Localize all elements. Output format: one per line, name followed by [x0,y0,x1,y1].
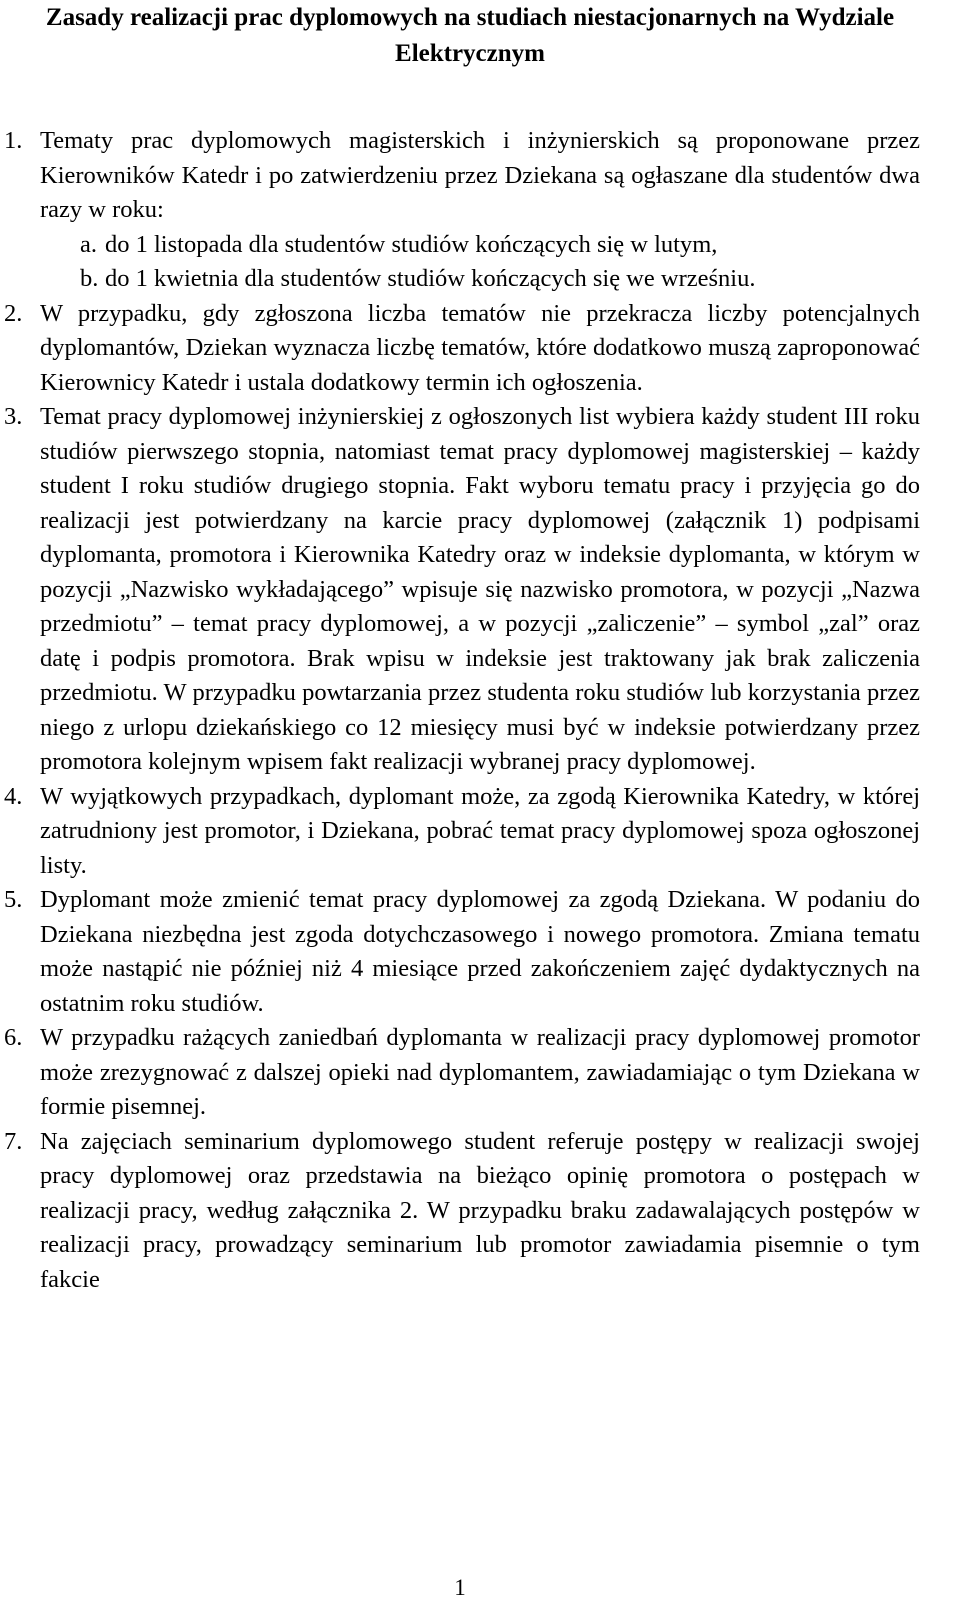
rule-number: 2. [4,299,23,327]
rule-item-6 [0,1021,920,1125]
rule-item-7 [0,1125,920,1298]
page-number: 1 [454,1575,466,1600]
document-title: Zasady realizacji prac dyplomowych na studiach niestacjonarnych na Wydziale Elektrycznym [45,4,895,67]
rule-number: 6. [4,1024,23,1051]
rule-text: W przypadku rażących zaniedbań dyplomanta w realizacji pracy dyplomowej promotor może zrezygnować z dalszej opieki nad dyplomantem, zawiadamiając o tym Dziekana w formie pisemnej. [40,1024,920,1120]
sub-text: do 1 kwietnia dla studentów studiów kończących się we wrześniu. [105,265,756,292]
rule-text: W wyjątkowych przypadkach, dyplomant może, za zgodą Kierownika Katedry, w której zatrudniony jest promotor, i Dziekana, pobrać temat pracy dyplomowej spoza ogłoszonej listy. [40,782,920,879]
rule-text: Dyplomant może zmienić temat pracy dyplomowej za zgodą Dziekana. W podaniu do Dziekana niezbędna jest zgoda dotychczasowego i nowego promotora. Zmiana tematu może nastąpić nie później niż 4 miesiące przed zakończeniem zajęć dydaktycznych na ostatnim roku studiów. [40,886,920,1017]
rule-text: Na zajęciach seminarium dyplomowego student referuje postępy w realizacji swojej pracy dyplomowej oraz przedstawia na bieżąco opinię promotora o postępach w realizacji pracy, według załącznika 2. W przypadku braku zadawalających postępów w realizacji pracy, prowadzący seminarium lub promotor zawiadamia pisemnie o tym fakcie [40,1127,920,1293]
rule-item-5 [0,883,920,1021]
rule-item-1 [0,124,920,297]
rule-number: 7. [4,1127,23,1155]
rule-number: 5. [4,886,23,913]
sub-label: b. [80,265,99,292]
rule-text: Temat pracy dyplomowej inżynierskiej z ogłoszonych list wybiera każdy student III roku studiów pierwszego stopnia, natomiast temat pracy dyplomowej magisterskiej – każdy student I roku studiów drugiego stopnia. Fakt wyboru tematu pracy i przyjęcia go do realizacji jest potwierdzany na karcie pracy dyplomowej (załącznik 1) podpisami dyplomanta, promotora i Kierownika Katedry oraz w indeksie dyplomanta, w którym w pozycji „Nazwisko wykładającego” wpisuje się nazwisko promotora, w pozycji „Nazwa przedmiotu” – temat pracy dyplomowej, a w pozycji „zaliczenie” – symbol „zal” oraz datę i podpis promotora. Brak wpisu w indeksie jest traktowany jak brak zaliczenia przedmiotu. W przypadku powtarzania przez studenta roku studiów lub korzystania przez niego z urlopu dziekańskiego co 12 miesięcy musi być w indeksie potwierdzany przez promotora kolejnym wpisem fakt realizacji wybranej pracy dyplomowej. [40,403,920,775]
rule-item-4 [0,780,920,884]
rule-text: Tematy prac dyplomowych magisterskich i inżynierskich są proponowane przez Kierowników Katedr i po zatwierdzeniu przez Dziekana są ogłaszane dla studentów dwa razy w roku: [40,127,920,223]
sub-item-b [80,262,920,297]
rule-item-2 [0,297,920,401]
sub-text: do 1 listopada dla studentów studiów kończących się w lutym, [105,230,718,258]
rule-text: W przypadku, gdy zgłoszona liczba tematów nie przekracza liczby potencjalnych dyplomantów, Dziekan wyznacza liczbę tematów, które dodatkowo muszą zaproponować Kierownicy Katedr i ustala dodatkowy termin ich ogłoszenia. [40,299,920,396]
sub-item-a [80,228,920,263]
rule-number: 1. [4,127,23,154]
rule-item-3 [0,400,920,780]
sub-list [40,228,920,297]
rule-number: 3. [4,403,23,430]
sub-label: a. [80,230,97,258]
rule-number: 4. [4,782,23,810]
rules-list [0,124,920,1297]
